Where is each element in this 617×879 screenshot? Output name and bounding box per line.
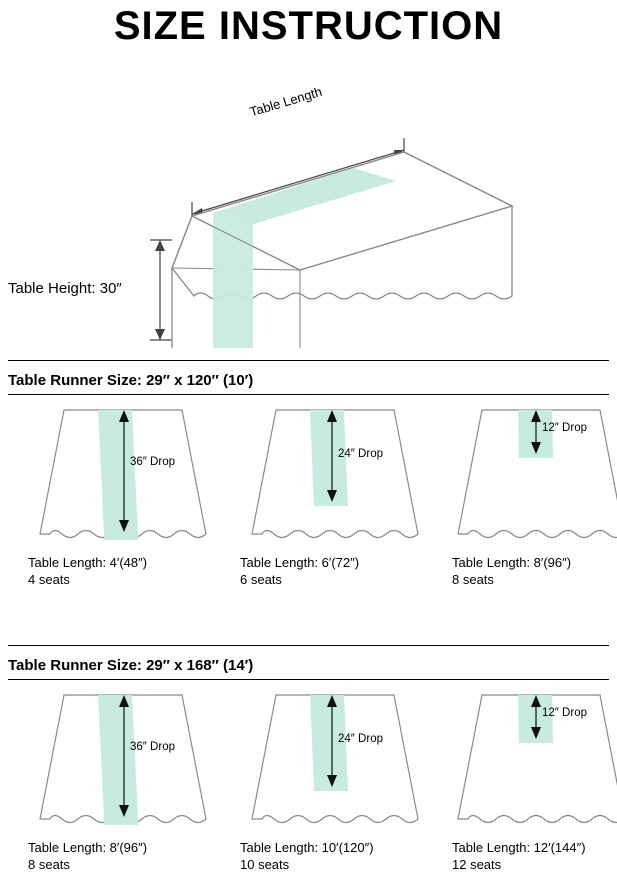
card-figure	[28, 398, 218, 550]
card-length: Table Length: 4′(48″)	[28, 555, 148, 570]
table-front-illustration	[452, 398, 617, 550]
table-front-illustration	[28, 398, 218, 550]
card-runner14-length10	[240, 683, 430, 873]
card-seats: 6 seats	[240, 572, 282, 587]
page-title: SIZE INSTRUCTION	[113, 4, 504, 48]
card-figure	[240, 398, 430, 550]
table-front-illustration	[452, 683, 617, 835]
card-length: Table Length: 6′(72″)	[240, 555, 360, 570]
card-seats: 8 seats	[28, 857, 70, 872]
card-caption	[240, 839, 430, 873]
table-front-illustration	[28, 683, 218, 835]
card-runner10-length6	[240, 398, 430, 588]
section-2-rule-top	[8, 645, 609, 646]
card-runner14-length12	[452, 683, 617, 873]
drop-label: 36″ Drop	[130, 456, 175, 468]
card-caption	[28, 839, 218, 873]
card-figure	[452, 398, 617, 550]
section-2-heading: Table Runner Size: 29″ x 168″ (14′)	[8, 657, 254, 674]
card-runner10-length4	[28, 398, 218, 588]
drop-label: 12″ Drop	[542, 707, 587, 719]
runner-overlay	[98, 695, 138, 825]
table-front-illustration	[240, 683, 430, 835]
card-caption	[452, 554, 617, 588]
runner-overlay	[98, 410, 138, 540]
section-2-rule-bottom	[8, 679, 609, 680]
table-height-dimension	[150, 240, 172, 340]
section-1-rule-top	[8, 360, 609, 361]
card-length: Table Length: 12′(144″)	[452, 840, 586, 855]
card-caption	[28, 554, 218, 588]
table-front-illustration	[240, 398, 430, 550]
table-height-label: Table Height: 30″	[8, 280, 122, 297]
drop-label: 36″ Drop	[130, 741, 175, 753]
section-1-rule-bottom	[8, 394, 609, 395]
card-seats: 4 seats	[28, 572, 70, 587]
card-figure	[28, 683, 218, 835]
drop-label: 24″ Drop	[338, 448, 383, 460]
drop-label: 12″ Drop	[542, 422, 587, 434]
card-caption	[452, 839, 617, 873]
section-1-heading: Table Runner Size: 29″ x 120″ (10′)	[8, 372, 254, 389]
card-seats: 12 seats	[452, 857, 502, 872]
drop-label: 24″ Drop	[338, 733, 383, 745]
card-seats: 10 seats	[240, 857, 290, 872]
card-runner10-length8	[452, 398, 617, 588]
card-length: Table Length: 8′(96″)	[28, 840, 148, 855]
card-caption	[240, 554, 430, 588]
card-seats: 8 seats	[452, 572, 494, 587]
card-figure	[452, 683, 617, 835]
card-length: Table Length: 10′(120″)	[240, 840, 374, 855]
card-runner14-length8	[28, 683, 218, 873]
table-length-label: Table Length	[248, 83, 324, 120]
card-figure	[240, 683, 430, 835]
card-length: Table Length: 8′(96″)	[452, 555, 572, 570]
